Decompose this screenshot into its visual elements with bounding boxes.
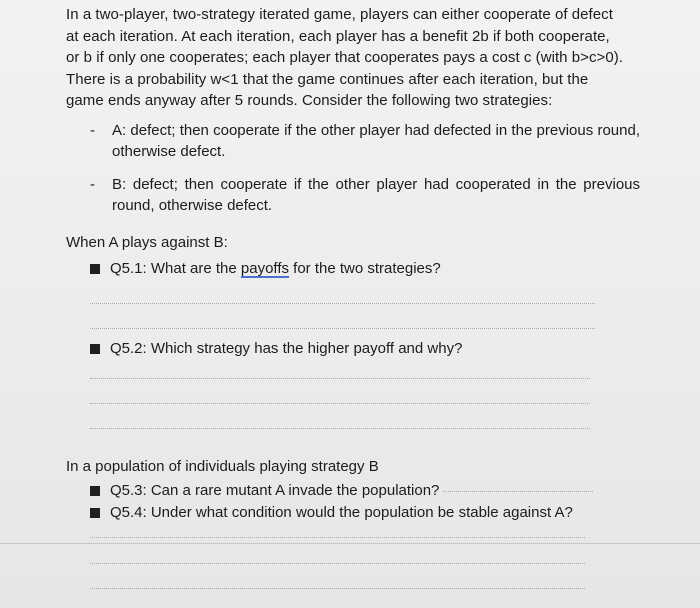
question-5-3 [90,481,593,501]
question-text: Q5.3: Can a rare mutant A invade the population? [110,482,440,499]
intro-line: or b if only one cooperates; each player that cooperates pays a cost c (with b>c>0). [66,49,624,67]
intro-line: at each iteration. At each iteration, each player has a benefit 2b if both cooperate, [66,27,610,45]
answer-line[interactable] [90,303,595,304]
answer-line[interactable] [90,428,590,429]
problem-statement [66,4,636,112]
answer-line[interactable] [90,588,585,589]
square-bullet-icon [90,508,100,518]
question-text: Q5.2: Which strategy has the higher payoff and why? [110,340,463,357]
answer-line[interactable] [90,328,595,329]
square-bullet-icon [90,486,100,496]
question-5-4 [90,503,573,523]
question-5-1 [90,259,441,279]
intro-line: There is a probability w<1 that the game continues after each iteration, but the [66,70,589,88]
answer-line[interactable] [90,403,590,404]
list-dash: - [90,176,95,193]
strategy-a-text: A: defect; then cooperate if the other player had defected in the previous round, otherwise defect. [112,122,640,160]
payoffs-link[interactable]: payoffs [240,260,289,277]
square-bullet-icon [90,344,100,354]
question-text: for the two strategies? [289,260,441,277]
list-dash: - [90,122,95,139]
question-text: Q5.1: What are the [110,260,241,277]
section-heading: In a population of individuals playing strategy B [66,458,379,475]
answer-line[interactable] [90,537,585,538]
intro-line: In a two-player, two-strategy iterated game, players can either cooperate of defect [66,6,613,23]
strategy-a [90,120,640,162]
square-bullet-icon [90,264,100,274]
section-heading: When A plays against B: [66,234,228,251]
answer-line[interactable] [443,491,593,492]
question-text: Q5.4: Under what condition would the population be stable against A? [110,504,573,521]
intro-line: game ends anyway after 5 rounds. Consider the following two strategies: [66,92,553,110]
answer-line[interactable] [90,378,590,379]
strategy-b [90,174,640,216]
page-divider [0,543,700,544]
answer-line[interactable] [90,563,585,564]
question-5-2 [90,339,462,359]
strategy-b-text: B: defect; then cooperate if the other player had cooperated in the previous round, otherwise defect. [112,176,640,214]
